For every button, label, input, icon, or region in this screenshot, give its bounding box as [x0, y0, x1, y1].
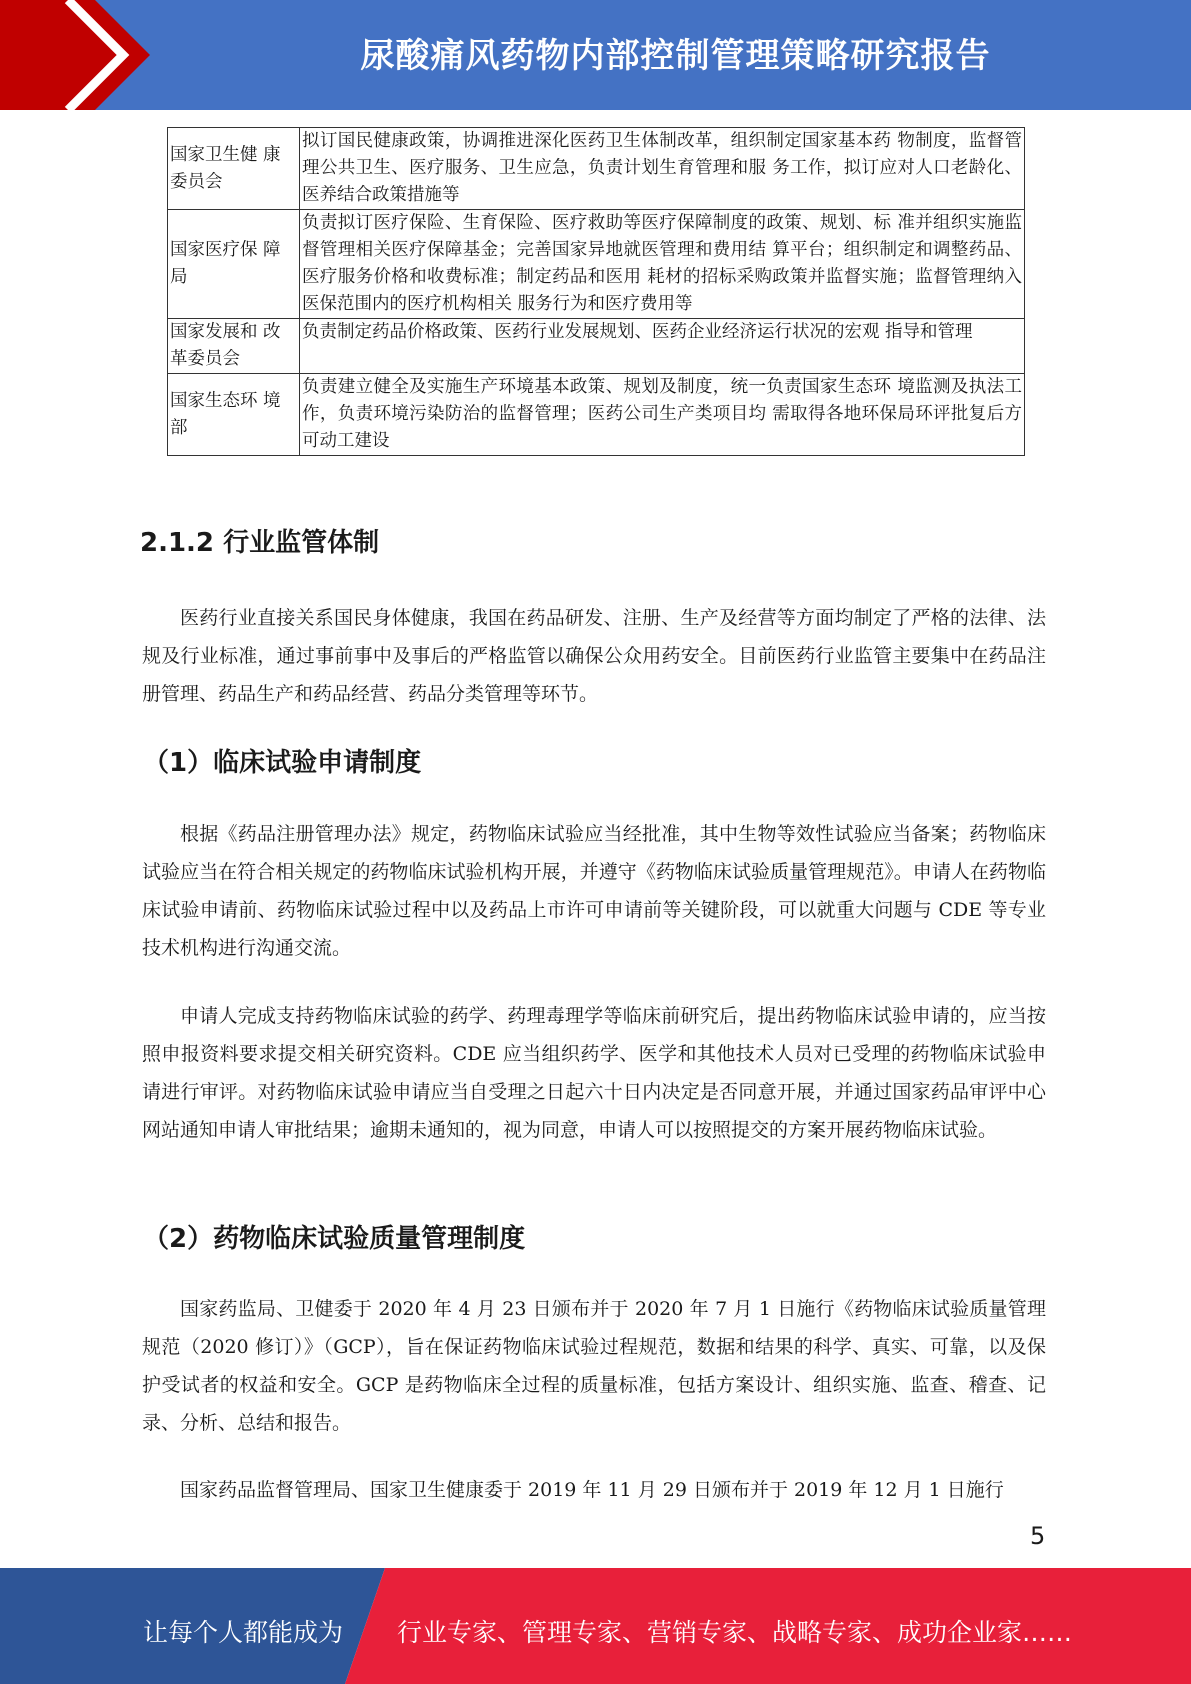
table-row [168, 210, 1025, 319]
duty-cell: 负责建立健全及实施生产环境基本政策、规划及制度，统一负责国家生态环 境监测及执法工作，负责环境污染防治的监督管理；医药公司生产类项目均 需取得各地环保局环评批复后方可动工建设 [300, 374, 1025, 456]
section-intro-paragraph: 医药行业直接关系国民身体健康，我国在药品研发、注册、生产及经营等方面均制定了严格的法律、法规及行业标准，通过事前事中及事后的严格监管以确保公众用药安全。目前医药行业监管主要集中在药品注册管理、药品生产和药品经营、药品分类管理等环节。 [142, 607, 1046, 705]
paragraph: 申请人完成支持药物临床试验的药学、药理毒理学等临床前研究后，提出药物临床试验申请的，应当按照申报资料要求提交相关研究资料。CDE 应当组织药学、医学和其他技术人员对已受理的药物临床试验申请进行审评。对药物临床试验申请应当自受理之日起六十日内决定是否同意开展，并通过国家药品审评中心网站通知申请人审批结果；逾期未通知的，视为同意，申请人可以按照提交的方案开展药物临床试验。 [142, 1005, 1046, 1141]
report-footer [0, 1568, 1191, 1684]
paragraph: 根据《药品注册管理办法》规定，药物临床试验应当经批准，其中生物等效性试验应当备案；药物临床试验应当在符合相关规定的药物临床试验机构开展，并遵守《药物临床试验质量管理规范》。申请人在药物临床试验申请前、药物临床试验过程中以及药品上市许可申请前等关键阶段，可以就重大问题与 CDE 等专业技术机构进行沟通交流。 [142, 823, 1046, 959]
subsection-heading-clinical-trial-application: （1）临床试验申请制度 [143, 748, 422, 778]
paragraph: 国家药品监督管理局、国家卫生健康委于 2019 年 11 月 29 日颁布并于 2019 年 12 月 1 日施行 [180, 1479, 1004, 1501]
report-title: 尿酸痛风药物内部控制管理策略研究报告 [360, 36, 991, 76]
footer-slogan-left: 让每个人都能成为 [143, 1618, 344, 1647]
regulator-table [167, 127, 1025, 456]
org-cell: 国家卫生健 康委员会 [168, 128, 300, 210]
footer-slogan-right: 行业专家、管理专家、营销专家、战略专家、成功企业家…… [397, 1618, 1073, 1647]
table-row [168, 128, 1025, 210]
org-cell: 国家医疗保 障局 [168, 210, 300, 319]
report-header [0, 0, 1191, 110]
duty-cell: 拟订国民健康政策，协调推进深化医药卫生体制改革，组织制定国家基本药 物制度，监督管理公共卫生、医疗服务、卫生应急，负责计划生育管理和服 务工作，拟订应对人口老龄化、医养结合政策措施等 [300, 128, 1025, 210]
subsection-heading-gcp: （2）药物临床试验质量管理制度 [143, 1224, 526, 1254]
org-cell: 国家发展和 改革委员会 [168, 319, 300, 374]
table-row [168, 374, 1025, 456]
paragraph: 国家药监局、卫健委于 2020 年 4 月 23 日颁布并于 2020 年 7 月 1 日施行《药物临床试验质量管理规范（2020 修订）》（GCP），旨在保证药物临床试验过程规范，数据和结果的科学、真实、可靠，以及保护受试者的权益和安全。GCP 是药物临床全过程的质量标准，包括方案设计、组织实施、监查、稽查、记录、分析、总结和报告。 [142, 1298, 1046, 1434]
header-arrow-icon [0, 0, 160, 110]
page-number: 5 [1030, 1522, 1046, 1550]
section-heading: 2.1.2 行业监管体制 [140, 528, 380, 558]
duty-cell: 负责拟订医疗保险、生育保险、医疗救助等医疗保障制度的政策、规划、标 准并组织实施监督管理相关医疗保障基金；完善国家异地就医管理和费用结 算平台；组织制定和调整药品、医疗服务价格和收费标准；制定药品和医用 耗材的招标采购政策并监督实施；监督管理纳入医保范围内的医疗机构相关 服务行为和医疗费用等 [300, 210, 1025, 319]
table-row [168, 319, 1025, 374]
duty-cell: 负责制定药品价格政策、医药行业发展规划、医药企业经济运行状况的宏观 指导和管理 [300, 319, 1025, 374]
org-cell: 国家生态环 境部 [168, 374, 300, 456]
